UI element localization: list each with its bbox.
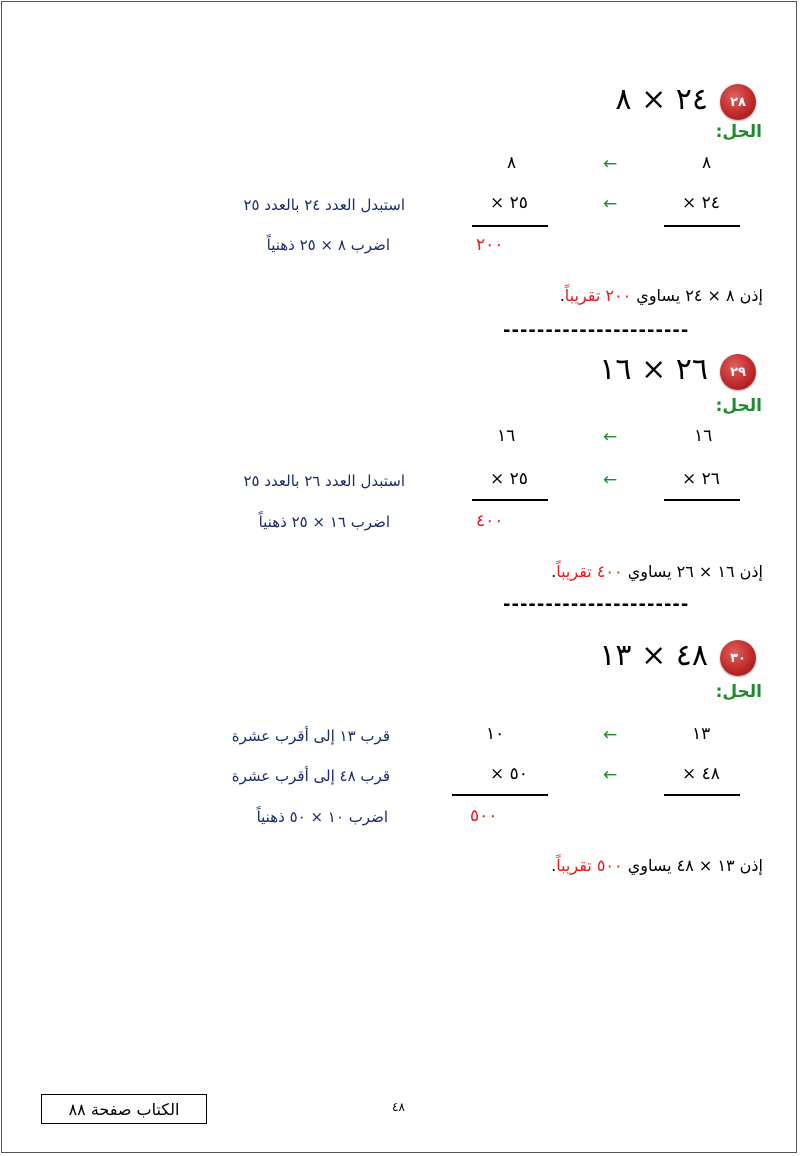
arrow-icon: ← — [603, 765, 618, 785]
conclusion: إذن ١٦ × ٢٦ يساوي ٤٠٠ تقريباً. — [551, 562, 763, 581]
separator-line: ---------------------- — [503, 594, 690, 615]
estimated-number: ١٠ — [486, 724, 505, 744]
problem-title: ٢٤ × ٨ — [615, 82, 708, 117]
problem-number-badge: ٣٠ — [720, 640, 756, 676]
estimated-multiplier: ٢٥ × — [490, 469, 528, 489]
conclusion: إذن ٨ × ٢٤ يساوي ٢٠٠ تقريباً. — [559, 286, 763, 305]
arrow-icon: ← — [603, 154, 618, 174]
underline — [664, 794, 740, 796]
original-number: ١٣ — [692, 724, 711, 744]
estimated-number: ١٦ — [497, 426, 516, 446]
book-reference-box: الكتاب صفحة ٨٨ — [41, 1094, 207, 1124]
arrow-icon: ← — [603, 194, 618, 214]
problem-title: ٤٨ × ١٣ — [599, 638, 708, 673]
original-number: ٨ — [702, 153, 712, 173]
estimated-multiplier: ٢٥ × — [490, 193, 528, 213]
step-note: اضرب ١٠ × ٥٠ ذهنياً — [256, 808, 388, 826]
step-note: اضرب ١٦ × ٢٥ ذهنياً — [258, 513, 390, 531]
original-multiplier: ٤٨ × — [682, 764, 720, 784]
solution-label: الحل: — [715, 682, 762, 702]
problem-number-badge: ٢٨ — [720, 84, 756, 120]
step-note: استبدل العدد ٢٤ بالعدد ٢٥ — [243, 196, 405, 214]
estimated-number: ٨ — [507, 153, 517, 173]
original-multiplier: ٢٤ × — [682, 193, 720, 213]
underline — [664, 225, 740, 227]
estimated-multiplier: ٥٠ × — [490, 764, 528, 784]
problem-number-badge: ٢٩ — [720, 354, 756, 390]
solution-label: الحل: — [715, 122, 762, 142]
arrow-icon: ← — [603, 725, 618, 745]
step-note: قرب ٤٨ إلى أقرب عشرة — [231, 767, 390, 785]
underline — [472, 225, 548, 227]
conclusion: إذن ١٣ × ٤٨ يساوي ٥٠٠ تقريباً. — [551, 856, 763, 875]
arrow-icon: ← — [603, 470, 618, 490]
estimated-result: ٤٠٠ — [476, 511, 504, 531]
separator-line: ---------------------- — [503, 320, 690, 341]
step-note: قرب ١٣ إلى أقرب عشرة — [231, 727, 390, 745]
step-note: استبدل العدد ٢٦ بالعدد ٢٥ — [243, 472, 405, 490]
underline — [664, 499, 740, 501]
original-number: ١٦ — [694, 426, 713, 446]
page-number: ٤٨ — [392, 1100, 405, 1114]
underline — [452, 794, 548, 796]
estimated-result: ٥٠٠ — [470, 806, 498, 826]
step-note: اضرب ٨ × ٢٥ ذهنياً — [266, 236, 390, 254]
solution-label: الحل: — [715, 396, 762, 416]
original-multiplier: ٢٦ × — [682, 469, 720, 489]
problem-title: ٢٦ × ١٦ — [599, 352, 708, 387]
arrow-icon: ← — [603, 427, 618, 447]
estimated-result: ٢٠٠ — [476, 235, 504, 255]
underline — [472, 499, 548, 501]
